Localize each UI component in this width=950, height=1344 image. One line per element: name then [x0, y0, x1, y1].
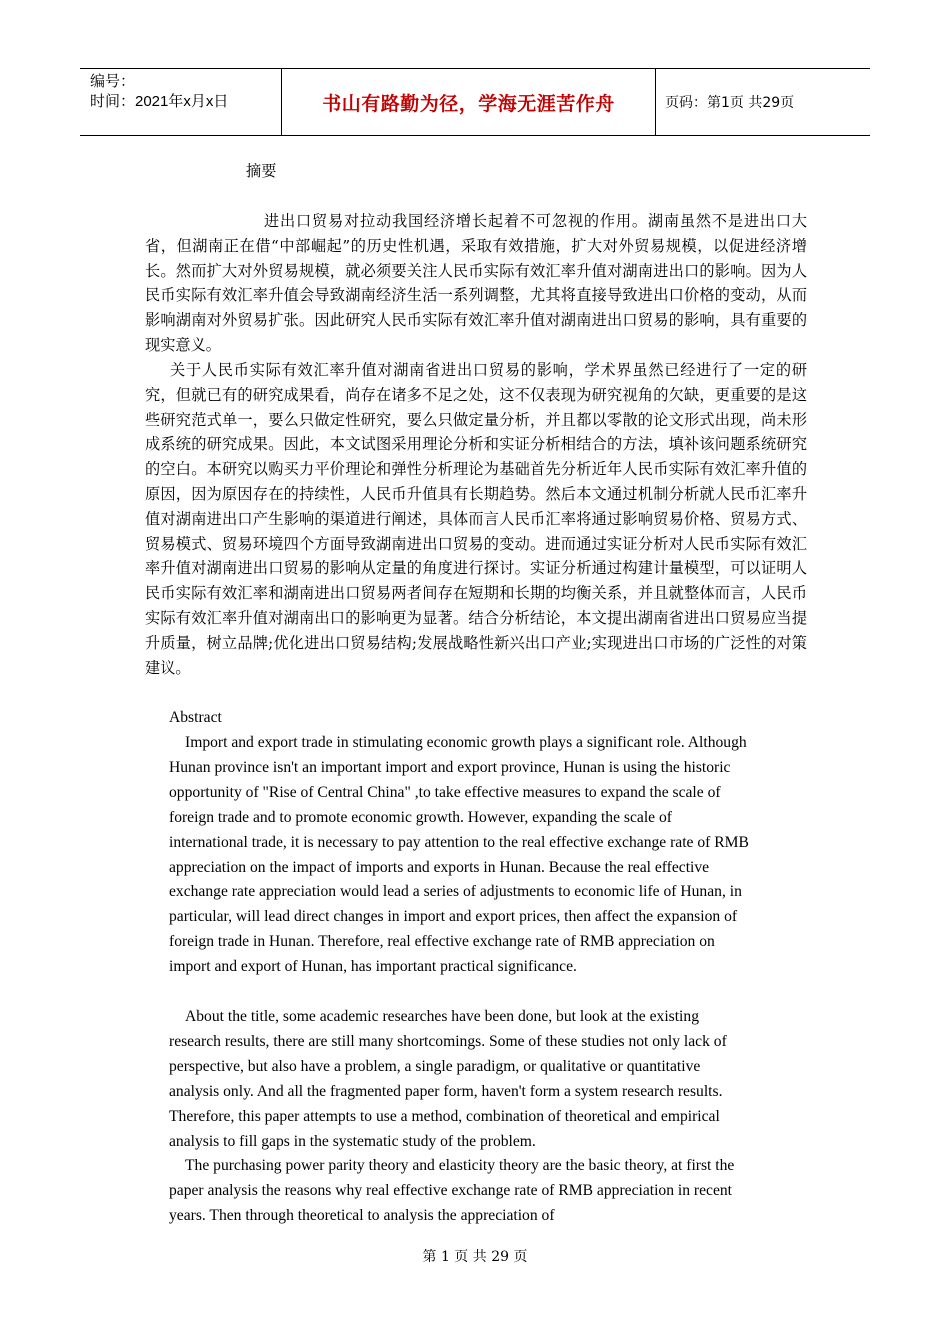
abstract-cn-paragraph: 关于人民币实际有效汇率升值对湖南省进出口贸易的影响，学术界虽然已经进行了一定的研究，但就已有的研究成果看，尚存在诸多不足之处，这不仅表现为研究视角的欠缺，更重要的是这些研究范式单一，要么只做定性研究，要么只做定量分析，并且都以零散的论文形式出现，尚未形成系统的研究成果。因此，本文试图采用理论分析和实证分析相结合的方法，填补该问题系统研究的空白。本研究以购买力平价理论和弹性分析理论为基础首先分析近年人民币实际有效汇率升值的原因，因为原因存在的持续性，人民币升值具有长期趋势。然后本文通过机制分析就人民币汇率升值对湖南进出口产生影响的渠道进行阐述，具体而言人民币汇率将通过影响贸易价格、贸易方式、贸易模式、贸易环境四个方面导致湖南进出口贸易的变动。进而通过实证分析对人民币实际有效汇率升值对湖南进出口贸易的影响从定量的角度进行探讨。实证分析通过构建计量模型，可以证明人民币实际有效汇率和湖南进出口贸易两者间存在短期和长期的均衡关系，并且就整体而言，人民币实际有效汇率升值对湖南出口的影响更为显著。结合分析结论，本文提出湖南省进出口贸易应当提升质量，树立品牌;优化进出口贸易结构;发展战略性新兴出口产业;实现进出口市场的广泛性的对策建议。 — [145, 361, 807, 677]
page-header — [80, 68, 870, 136]
page-footer: 第 1 页 共 29 页 — [422, 1249, 528, 1265]
date-line: 时间：2021年x月x日 — [90, 93, 229, 110]
abstract-en-title: Abstract — [169, 709, 222, 726]
abstract-cn-title: 摘要 — [246, 162, 277, 180]
header-meta — [80, 69, 282, 135]
header-motto: 书山有路勤为径，学海无涯苦作舟 — [282, 69, 656, 135]
abstract-en-paragraph: The purchasing power parity theory and elasticity theory are the basic theory, at first the paper analysis the reasons why real effective exchange rate of RMB appreciation in recent years. Then through theoretical to analysis the appreciation of — [169, 1157, 735, 1224]
number-label: 编号： — [90, 73, 136, 90]
abstract-en-paragraph: Import and export trade in stimulating economic growth plays a significant role. Although Hunan province isn't an important import and export province, Hunan is using the historic opportunity of "Rise of Central China" ,to take effective measures to expand the scale of foreign trade and to promote economic growth. However, expanding the scale of international trade, it is necessary to pay attention to the real effective exchange rate of RMB appreciation on the impact of imports and exports in Hunan. Because the real effective exchange rate appreciation would lead a series of adjustments to economic life of Hunan, in particular, will lead direct changes in import and export prices, then affect the expansion of foreign trade in Hunan. Therefore, real effective exchange rate of RMB appreciation on import and export of Hunan, has important practical significance. — [169, 734, 749, 976]
header-page-info: 页码：第1页 共29页 — [665, 95, 795, 111]
abstract-en-paragraph: About the title, some academic researches have been done, but look at the existing research results, there are still many shortcomings. Some of these studies not only lack of perspective, but also have a problem, a single paradigm, or qualitative or quantitative analysis only. And all the fragmented paper form, haven't form a system research results. Therefore, this paper attempts to use a method, combination of theoretical and empirical analysis to fill gaps in the systematic study of the problem. — [169, 1008, 727, 1150]
abstract-cn-paragraph: 进出口贸易对拉动我国经济增长起着不可忽视的作用。湖南虽然不是进出口大省，但湖南正在借“中部崛起”的历史性机遇，采取有效措施，扩大对外贸易规模，以促进经济增长。然而扩大对外贸易规模，就必须要关注人民币实际有效汇率升值对湖南进出口的影响。因为人民币实际有效汇率升值会导致湖南经济生活一系列调整，尤其将直接导致进出口价格的变动，从而影响湖南对外贸易扩张。因此研究人民币实际有效汇率升值对湖南进出口贸易的影响，具有重要的现实意义。 — [145, 212, 807, 354]
